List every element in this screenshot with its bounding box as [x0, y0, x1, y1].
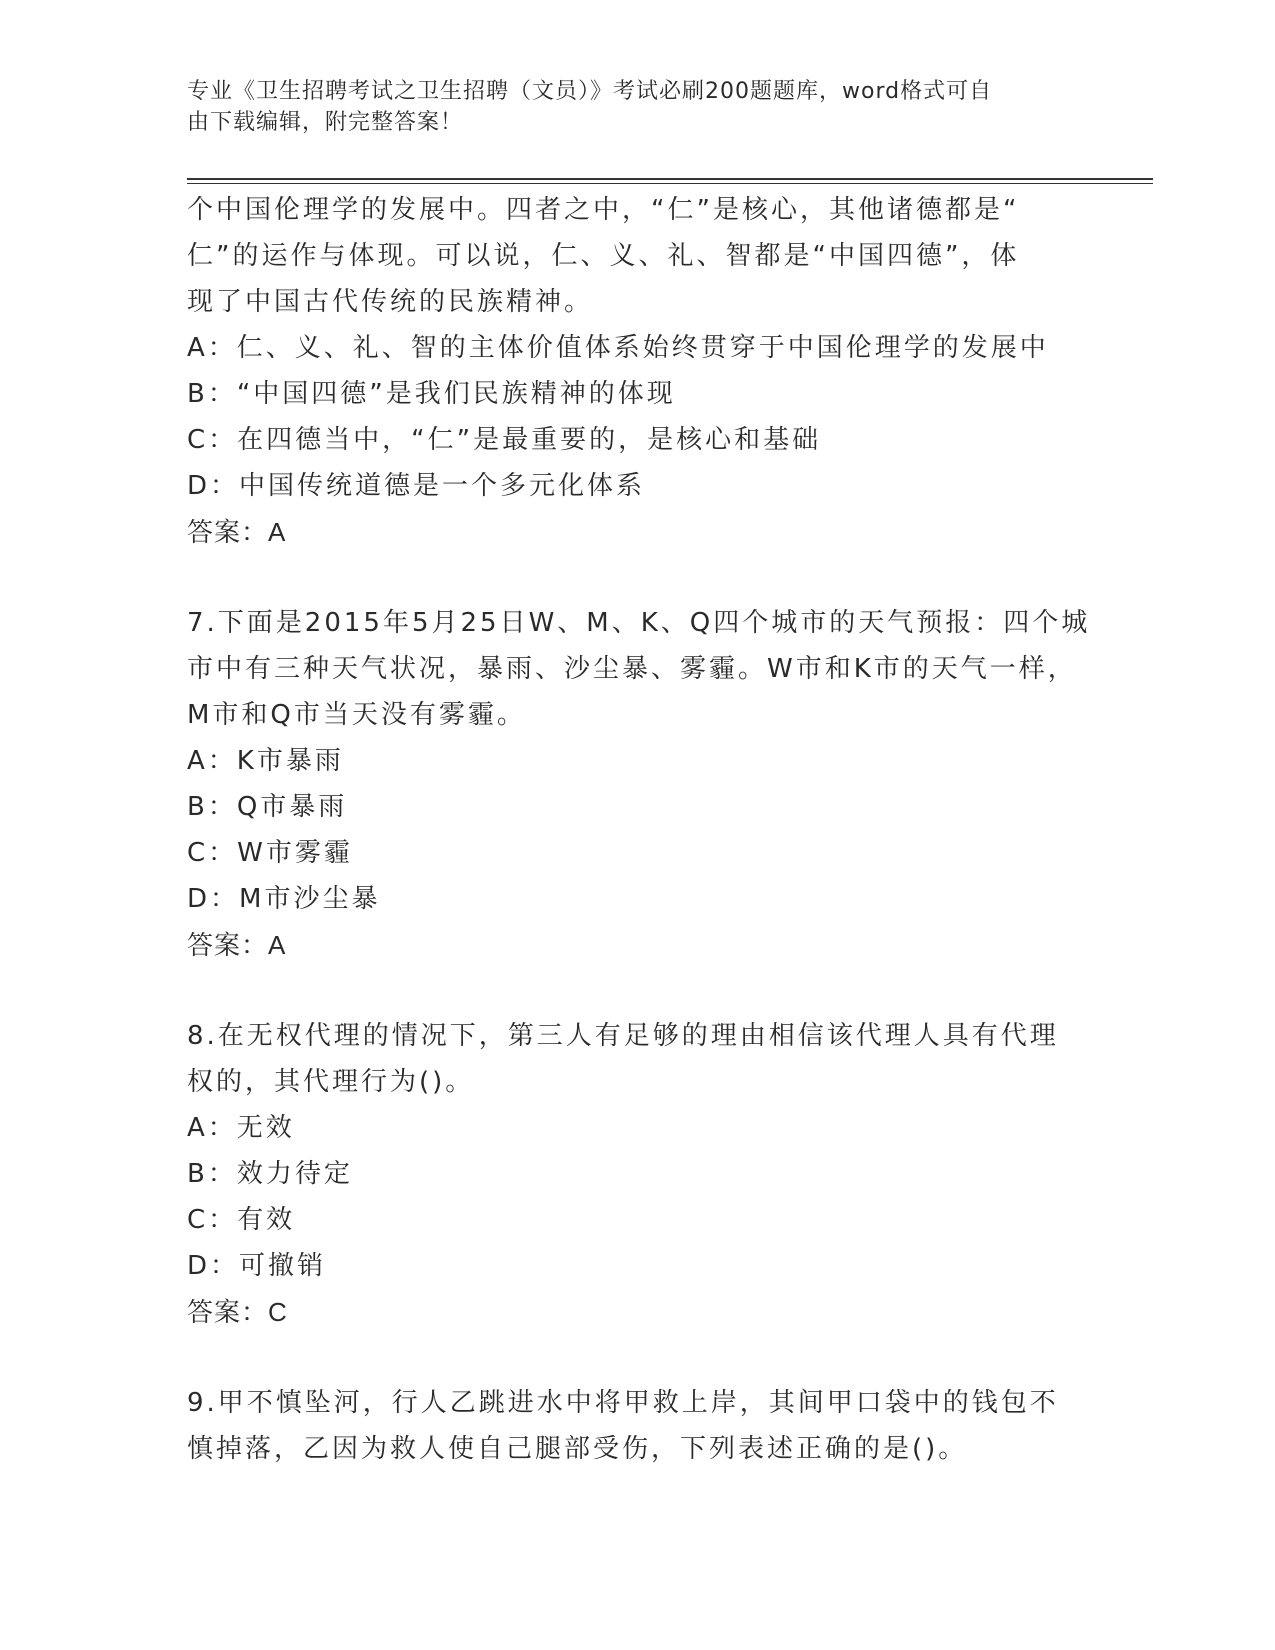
option-b: B：Q市暴雨 — [187, 792, 348, 822]
option-b: B：效力待定 — [187, 1159, 353, 1189]
question-stem-line: 慎掉落，乙因为救人使自己腿部受伤，下列表述正确的是()。 — [187, 1434, 968, 1464]
option-d: D：M市沙尘暴 — [187, 884, 381, 914]
question-gap — [187, 555, 1087, 600]
option-c: C：在四德当中，“仁”是最重要的，是核心和基础 — [187, 425, 822, 455]
question-stem-line: 仁”的运作与体现。可以说，仁、义、礼、智都是“中国四德”，体 — [187, 241, 1020, 271]
option-b: B：“中国四德”是我们民族精神的体现 — [187, 379, 676, 409]
question-7-block — [187, 600, 1091, 968]
option-a: A：无效 — [187, 1113, 295, 1143]
option-a: A：K市暴雨 — [187, 746, 344, 776]
question-6-block — [187, 187, 1087, 555]
option-c: C：W市雾霾 — [187, 838, 353, 868]
question-stem-line: M市和Q市当天没有雾霾。 — [187, 700, 526, 730]
header-line-2: 由下载编辑，附完整答案！ — [187, 110, 464, 135]
question-gap — [187, 1335, 1087, 1380]
option-d: D：中国传统道德是一个多元化体系 — [187, 471, 646, 501]
question-stem-line: 7.下面是2015年5月25日W、M、K、Q四个城市的天气预报：四个城 — [187, 608, 1091, 638]
question-stem-line: 权的，其代理行为()。 — [187, 1067, 475, 1097]
question-gap — [187, 968, 1087, 1013]
answer-line: 答案：A — [187, 517, 287, 547]
option-a: A：仁、义、礼、智的主体价值体系始终贯穿于中国伦理学的发展中 — [187, 333, 1049, 363]
header-divider-thin — [187, 183, 1153, 184]
header-line-1: 专业《卫生招聘考试之卫生招聘（文员）》考试必刷200题题库，word格式可自 — [187, 79, 993, 104]
answer-line: 答案：C — [187, 1297, 288, 1327]
question-stem-line: 8.在无权代理的情况下，第三人有足够的理由相信该代理人具有代理 — [187, 1021, 1059, 1051]
header-divider-thick — [187, 178, 1153, 180]
question-stem-line: 9.甲不慎坠河，行人乙跳进水中将甲救上岸，其间甲口袋中的钱包不 — [187, 1388, 1059, 1418]
question-stem-line: 市中有三种天气状况，暴雨、沙尘暴、雾霾。W市和K市的天气一样， — [187, 654, 1077, 684]
document-body — [187, 187, 1091, 1472]
question-stem-line: 现了中国古代传统的民族精神。 — [187, 287, 594, 317]
document-header — [187, 76, 1067, 138]
question-8-block — [187, 1013, 1087, 1335]
question-9-block — [187, 1380, 1087, 1472]
option-c: C：有效 — [187, 1205, 296, 1235]
answer-line: 答案：A — [187, 930, 287, 960]
option-d: D：可撤销 — [187, 1251, 327, 1281]
question-stem-line: 个中国伦理学的发展中。四者之中，“仁”是核心，其他诸德都是“ — [187, 195, 1020, 225]
